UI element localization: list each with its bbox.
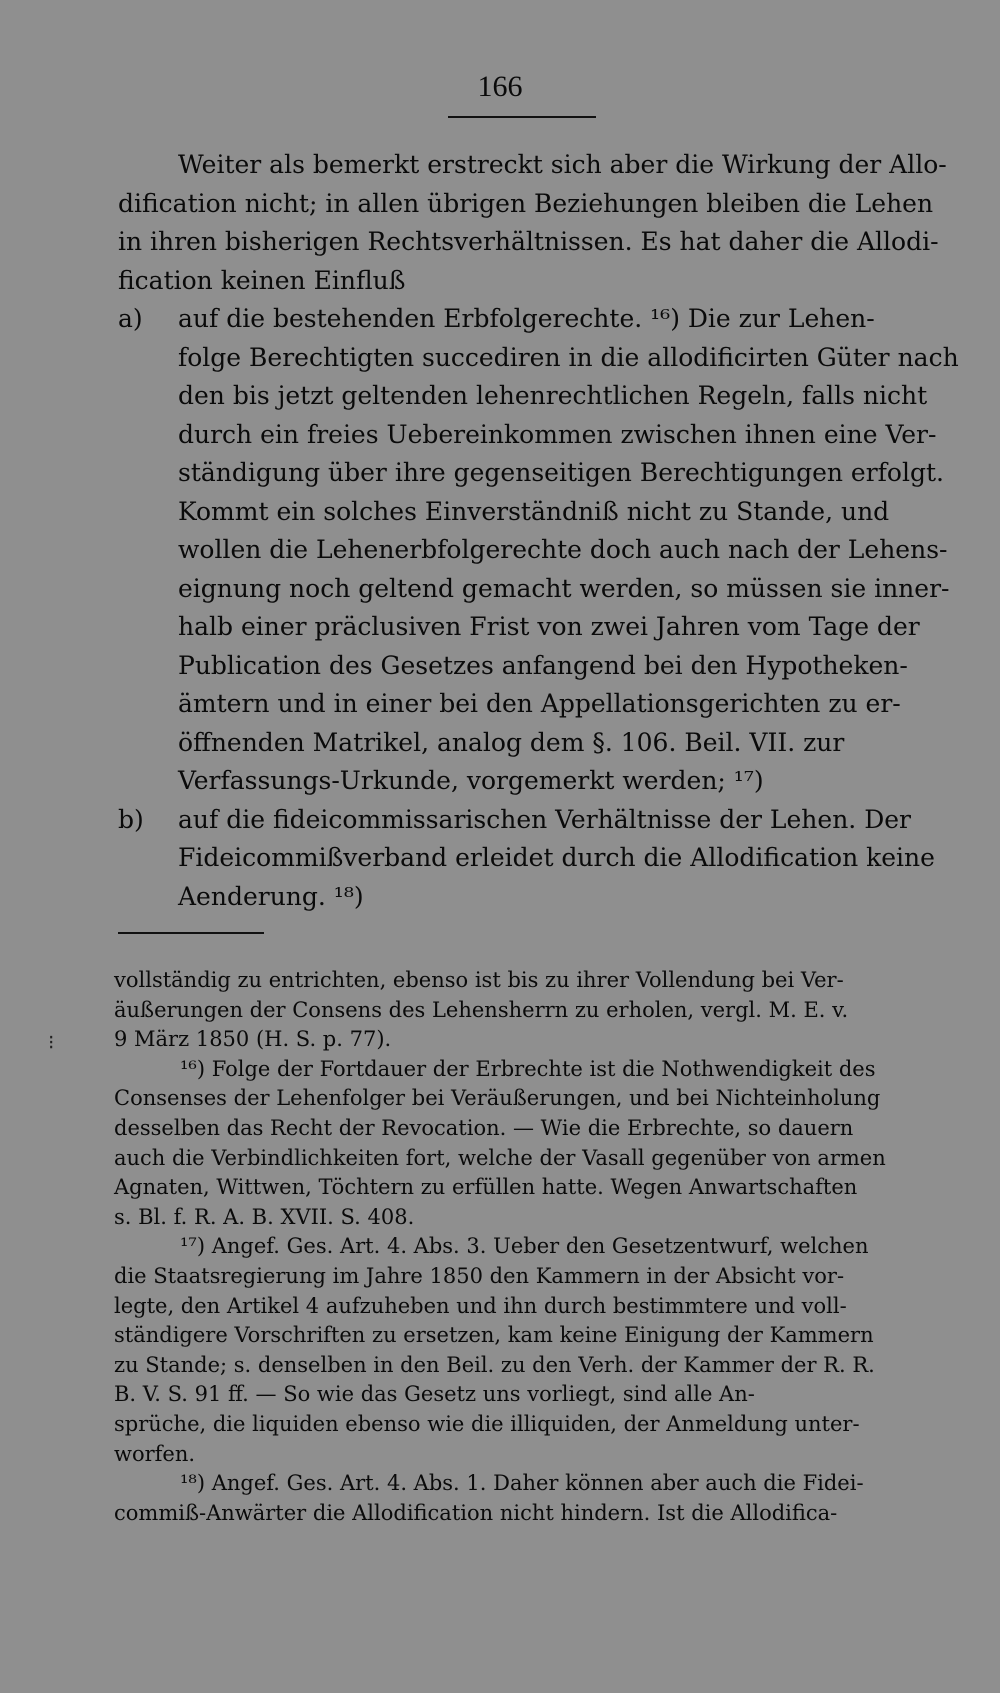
list-item-text: auf die bestehenden Erbfolgerechte. ¹⁶) Die zur Lehen- <box>178 304 875 333</box>
footnote-line: ständigere Vorschriften zu ersetzen, kam keine Einigung der Kammern <box>114 1323 874 1348</box>
body-line: den bis jetzt geltenden lehenrechtlichen Regeln, falls nicht <box>178 381 928 410</box>
body-line: Publication des Gesetzes anfangend bei den Hypotheken- <box>178 650 908 680</box>
footnotes <box>114 966 928 1528</box>
footnote-line: commiß-Anwärter die Allodification nicht hindern. Ist die Allodifica- <box>114 1500 838 1525</box>
body-line: öffnenden Matrikel, analog dem §. 106. Beil. VII. zur <box>178 727 845 757</box>
body-line: ämtern und in einer bei den Appellationsgerichten zu er- <box>178 689 901 718</box>
body-line: dification nicht; in allen übrigen Beziehungen bleiben die Lehen <box>118 188 934 218</box>
body-line: folge Berechtigten succediren in die allodificirten Güter nach <box>178 342 959 372</box>
body-line: in ihren bisherigen Rechtsverhältnissen. Es hat daher die Allodi- <box>118 227 939 256</box>
footnote-line: worfen. <box>114 1441 196 1466</box>
list-item-label: b) <box>118 804 144 834</box>
body-line: fication keinen Einfluß <box>118 265 406 295</box>
footnote-line: auch die Verbindlichkeiten fort, welche der Vasall gegenüber von armen <box>114 1145 886 1170</box>
footnote-line: B. V. S. 91 ff. — So wie das Gesetz uns vorliegt, sind alle An- <box>114 1382 755 1407</box>
footnote-line: äußerungen der Consens des Lehensherrn zu erholen, vergl. M. E. v. <box>114 997 849 1022</box>
footnote-line: zu Stande; s. denselben in den Beil. zu den Verh. der Kammer der R. R. <box>114 1352 875 1377</box>
body-line: Verfassungs-Urkunde, vorgemerkt werden; ¹⁷) <box>178 766 764 795</box>
body-line: ständigung über ihre gegenseitigen Berechtigungen erfolgt. <box>178 458 944 487</box>
page-number: 166 <box>477 70 523 103</box>
footnote-line: Consenses der Lehenfolger bei Veräußerungen, und bei Nichteinholung <box>114 1086 881 1111</box>
margin-mark: ⁝ <box>48 1030 55 1054</box>
footnote-line: die Staatsregierung im Jahre 1850 den Kammern in der Absicht vor- <box>114 1263 845 1288</box>
body-line: wollen die Lehenerbfolgerechte doch auch nach der Lehens- <box>178 535 948 564</box>
list-item <box>118 801 924 840</box>
footnote-line: legte, den Artikel 4 aufzuheben und ihn durch bestimmtere und voll- <box>114 1293 847 1318</box>
footnote-separator <box>118 932 264 934</box>
list-item <box>118 300 924 339</box>
footnote-line: desselben das Recht der Revocation. — Wie die Erbrechte, so dauern <box>114 1115 854 1140</box>
body-line: Aenderung. ¹⁸) <box>178 881 364 911</box>
body-line: eignung noch geltend gemacht werden, so müssen sie inner- <box>178 573 950 603</box>
footnote-line: ¹⁷) Angef. Ges. Art. 4. Abs. 3. Ueber den Gesetzentwurf, welchen <box>180 1234 869 1259</box>
footnote-line: Agnaten, Wittwen, Töchtern zu erfüllen hatte. Wegen Anwartschaften <box>114 1175 858 1200</box>
body-line: Kommt ein solches Einverständniß nicht zu Stande, und <box>178 496 890 526</box>
footnote-line: vollständig zu entrichten, ebenso ist bis zu ihrer Vollendung bei Ver- <box>114 968 844 992</box>
footnote-line: s. Bl. f. R. A. B. XVII. S. 408. <box>114 1204 415 1229</box>
body-line: Weiter als bemerkt erstreckt sich aber die Wirkung der Allo- <box>178 150 947 179</box>
list-item-label: a) <box>118 304 143 333</box>
footnote-line: ¹⁸) Angef. Ges. Art. 4. Abs. 1. Daher können aber auch die Fidei- <box>180 1471 864 1496</box>
header-rule <box>448 116 596 118</box>
footnote-line: 9 März 1850 (H. S. p. 77). <box>114 1027 392 1052</box>
body-line: Fideicommißverband erleidet durch die Allodification keine <box>178 843 935 872</box>
footnote-line: ¹⁶) Folge der Fortdauer der Erbrechte ist die Nothwendigkeit des <box>180 1056 876 1081</box>
body-line: halb einer präclusiven Frist von zwei Jahren vom Tage der <box>178 612 920 641</box>
list-item-text: auf die fideicommissarischen Verhältnisse der Lehen. Der <box>178 804 911 834</box>
body-text <box>118 146 959 916</box>
footnote-line: sprüche, die liquiden ebenso wie die illiquiden, der Anmeldung unter- <box>114 1411 860 1436</box>
body-line: durch ein freies Uebereinkommen zwischen ihnen eine Ver- <box>178 419 937 449</box>
